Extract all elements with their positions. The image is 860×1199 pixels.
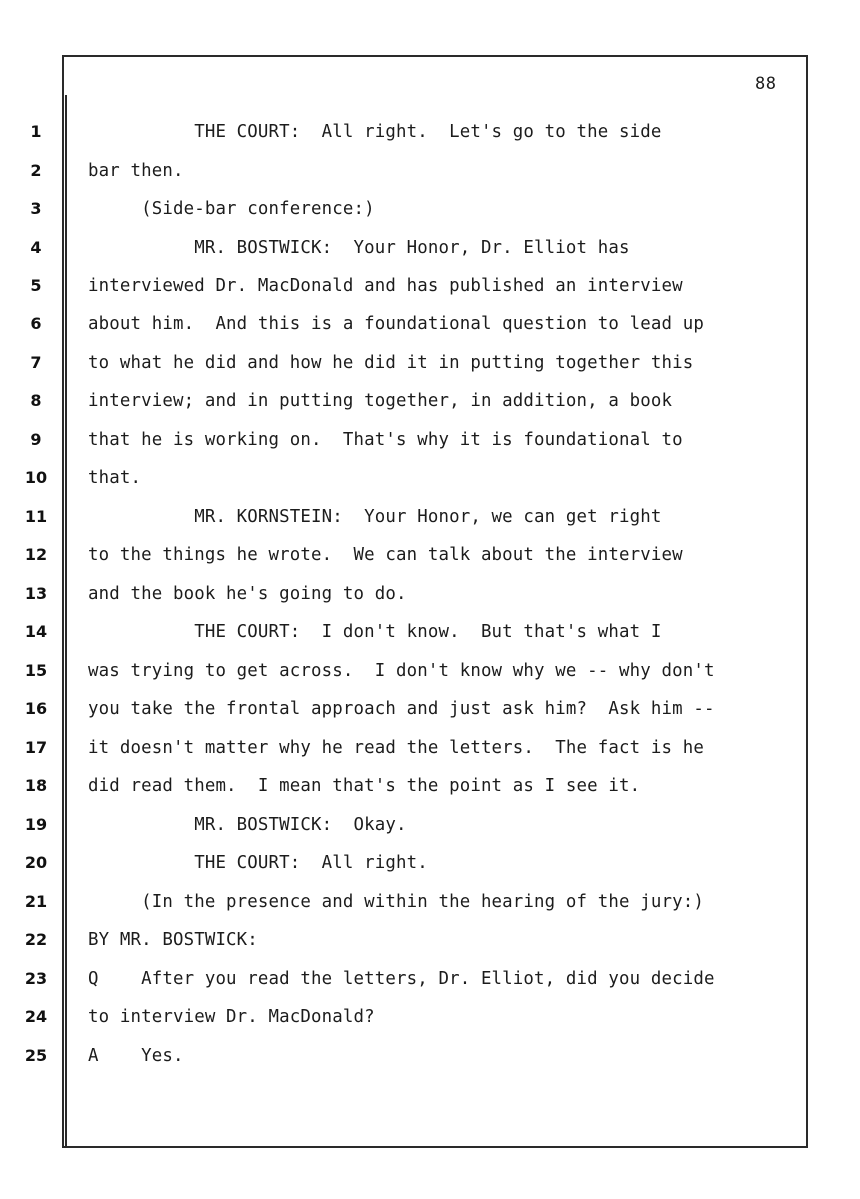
line-number: 18 — [24, 776, 48, 795]
transcript-line: A Yes. — [88, 1046, 184, 1066]
line-number: 5 — [30, 276, 42, 295]
line-number: 13 — [24, 584, 48, 603]
transcript-line: MR. KORNSTEIN: Your Honor, we can get right — [88, 507, 662, 527]
line-number: 3 — [30, 199, 42, 218]
line-number: 20 — [24, 853, 48, 872]
transcript-line: you take the frontal approach and just ask him? Ask him -- — [88, 699, 715, 719]
line-number: 16 — [24, 699, 48, 718]
transcript-line: THE COURT: All right. Let's go to the side — [88, 122, 662, 142]
transcript-line: to the things he wrote. We can talk about the interview — [88, 545, 683, 565]
line-number: 24 — [24, 1007, 48, 1026]
line-number: 6 — [30, 314, 42, 333]
line-number: 15 — [24, 661, 48, 680]
transcript-line: about him. And this is a foundational question to lead up — [88, 314, 704, 334]
transcript-line: BY MR. BOSTWICK: — [88, 930, 258, 950]
line-number: 25 — [24, 1046, 48, 1065]
transcript-line: did read them. I mean that's the point as I see it. — [88, 776, 641, 796]
line-number: 7 — [30, 353, 42, 372]
line-number: 17 — [24, 738, 48, 757]
transcript-line: to interview Dr. MacDonald? — [88, 1007, 375, 1027]
line-number: 10 — [24, 468, 48, 487]
line-number: 12 — [24, 545, 48, 564]
line-number: 11 — [24, 507, 48, 526]
line-number: 9 — [30, 430, 42, 449]
line-number: 14 — [24, 622, 48, 641]
transcript-line: MR. BOSTWICK: Okay. — [88, 815, 407, 835]
transcript-line: it doesn't matter why he read the letters. The fact is he — [88, 738, 704, 758]
line-number: 1 — [30, 122, 42, 141]
line-number: 2 — [30, 161, 42, 180]
line-number: 19 — [24, 815, 48, 834]
transcript-line: (In the presence and within the hearing of the jury:) — [88, 892, 704, 912]
transcript-line: bar then. — [88, 161, 184, 181]
transcript-line: to what he did and how he did it in putting together this — [88, 353, 694, 373]
line-number: 23 — [24, 969, 48, 988]
left-margin-rule — [65, 95, 67, 1148]
transcript-line: MR. BOSTWICK: Your Honor, Dr. Elliot has — [88, 238, 630, 258]
page-number: 88 — [755, 74, 777, 94]
transcript-line: and the book he's going to do. — [88, 584, 407, 604]
transcript-line: (Side-bar conference:) — [88, 199, 375, 219]
transcript-line: that he is working on. That's why it is foundational to — [88, 430, 683, 450]
transcript-line: that. — [88, 468, 142, 488]
line-number: 4 — [30, 238, 42, 257]
line-number: 8 — [30, 391, 42, 410]
transcript-line: THE COURT: I don't know. But that's what I — [88, 622, 662, 642]
transcript-line: THE COURT: All right. — [88, 853, 428, 873]
transcript-line: interview; and in putting together, in addition, a book — [88, 391, 673, 411]
transcript-line: interviewed Dr. MacDonald and has published an interview — [88, 276, 683, 296]
line-number: 22 — [24, 930, 48, 949]
transcript-line: Q After you read the letters, Dr. Elliot, did you decide — [88, 969, 715, 989]
line-number: 21 — [24, 892, 48, 911]
transcript-line: was trying to get across. I don't know why we -- why don't — [88, 661, 715, 681]
